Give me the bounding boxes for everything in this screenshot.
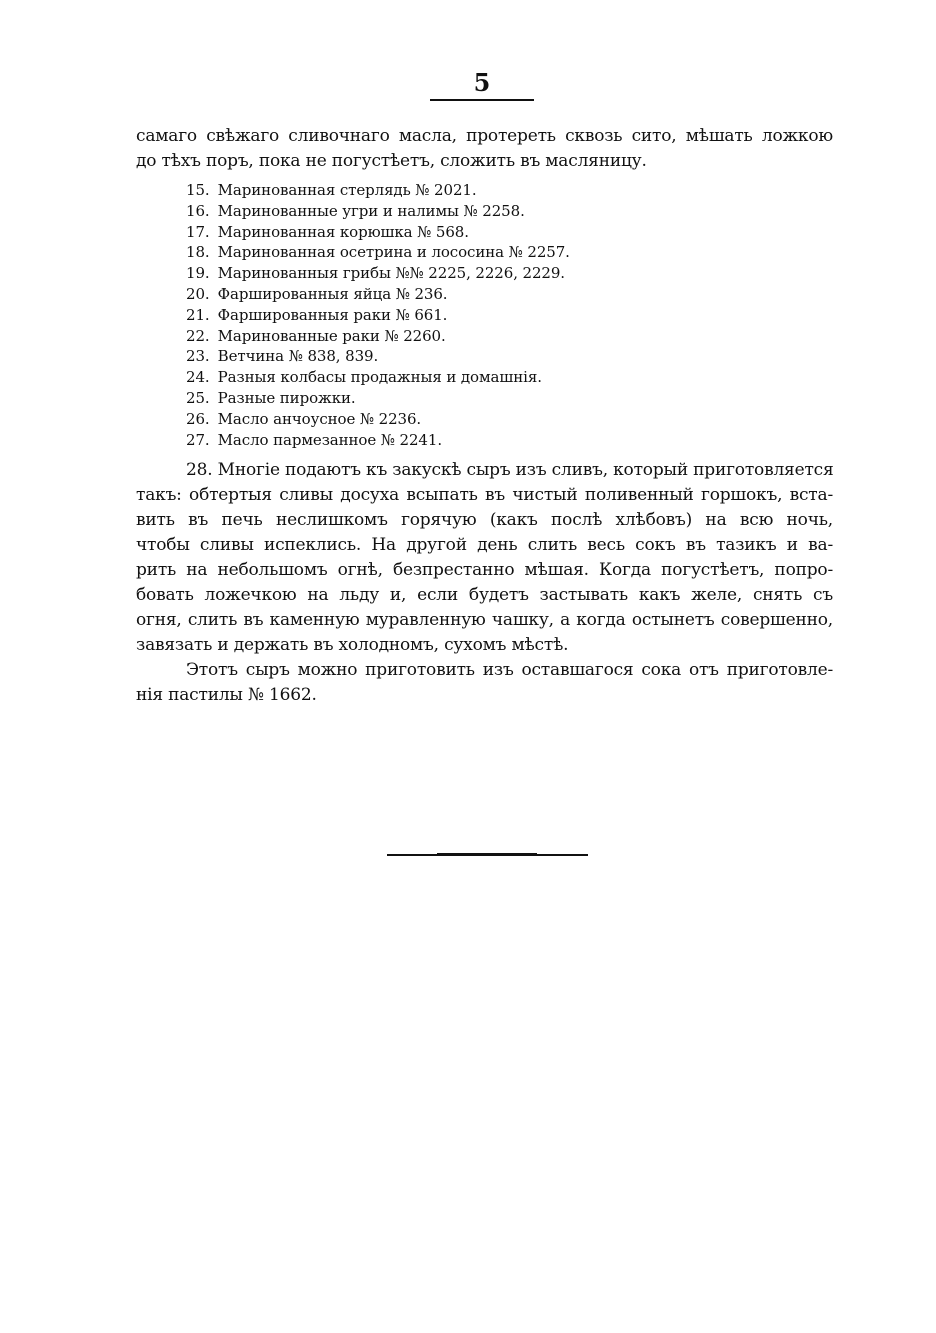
list-item-number: 27. [186,430,210,449]
list-item [186,346,570,367]
paragraph-line: бовать ложечкою на льду и, если будетъ застывать какъ желе, снять съ [136,585,833,605]
paragraph-line: самаго свѣжаго сливочнаго масла, протереть сквозь сито, мѣшать ложкою [136,126,833,146]
list-item-number: 24. [186,368,210,387]
list-item-text: Маринованная корюшка № 568. [217,222,469,241]
list-item-number: 17. [186,222,210,241]
list-item-text: Масло анчоусное № 2236. [217,409,422,428]
list-item-number: 18. [186,243,210,262]
list-item-number: 21. [186,305,210,324]
page-number: 5 [473,68,491,97]
list-item-text: Масло пармезанное № 2241. [217,430,442,449]
list-item [186,388,570,409]
list-item-number: 19. [186,264,210,283]
continuation-paragraph [136,124,833,174]
list-item-text: Фаршированныя раки № 661. [217,305,448,324]
paragraph-line: 28. Многіе подаютъ къ закускѣ сыръ изъ сливъ, который приготовляется [186,460,834,480]
list-item-text: Маринованные раки № 2260. [217,326,446,345]
paragraph-line: до тѣхъ поръ, пока не погустѣетъ, сложить въ масляницу. [136,151,647,171]
list-item-text: Ветчина № 838, 839. [217,347,379,366]
list-item-number: 16. [186,201,210,220]
list-item [186,430,570,451]
list-item [186,305,570,326]
list-item [186,284,570,305]
paragraph-line: Этотъ сыръ можно приготовить изъ оставшагося сока отъ приготовле- [186,660,833,680]
list-item-number: 26. [186,409,210,428]
note-paragraph [136,658,833,708]
paragraph-28 [136,458,833,658]
list-item [186,180,570,201]
recipe-list [186,180,570,450]
list-item [186,263,570,284]
paragraph-line: рить на небольшомъ огнѣ, безпрестанно мѣшая. Когда погустѣетъ, попро- [136,560,833,580]
list-item-text: Маринованные угри и налимы № 2258. [217,201,525,220]
list-item [186,409,570,430]
paragraph-line: такъ: обтертыя сливы досуха всыпать въ чистый поливенный горшокъ, вста- [136,485,833,505]
paragraph-line: нія пастилы № 1662. [136,685,317,705]
list-item-number: 15. [186,181,210,199]
list-item [186,201,570,222]
list-item-text: Разныя колбасы продажныя и домашнія. [217,368,542,387]
list-item-text: Маринованныя грибы №№ 2225, 2226, 2229. [217,264,565,283]
list-item-number: 20. [186,284,210,303]
list-item [186,242,570,263]
paragraph-line: завязать и держать въ холодномъ, сухомъ мѣстѣ. [136,635,569,655]
list-item [186,222,570,243]
list-item [186,367,570,388]
section-end-rule-center [437,853,537,856]
paragraph-line: вить въ печь неслишкомъ горячую (какъ послѣ хлѣбовъ) на всю ночь, [136,510,833,530]
list-item-text: Фаршированныя яйца № 236. [217,284,448,303]
list-item-number: 23. [186,347,210,366]
list-item-number: 25. [186,388,210,407]
list-item-text: Разные пирожки. [217,388,356,407]
page-number-rule [430,99,534,101]
list-item-number: 22. [186,326,210,345]
list-item [186,326,570,347]
paragraph-line: огня, слить въ каменную муравленную чашку, а когда остынетъ совершенно, [136,610,833,630]
list-item-text: Маринованная осетрина и лососина № 2257. [217,243,570,262]
paragraph-line: чтобы сливы испеклись. На другой день слить весь сокъ въ тазикъ и ва- [136,535,833,555]
list-item-text: Маринованная стерлядь № 2021. [217,181,477,199]
